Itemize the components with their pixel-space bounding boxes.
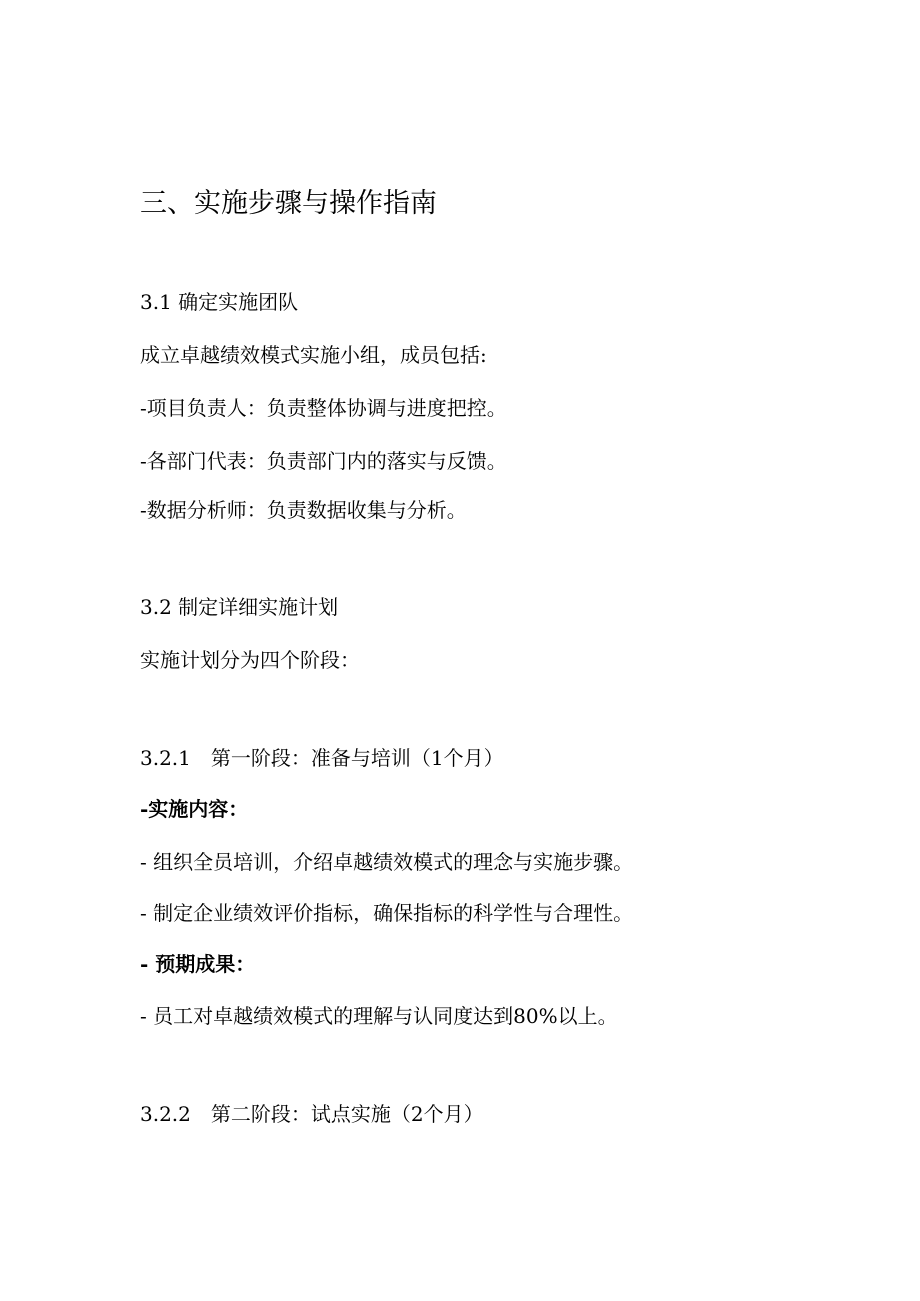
phase-1-content-item: - 组织全员培训，介绍卓越绩效模式的理念与实施步骤。 <box>140 850 634 874</box>
phase-2-heading: 3.2.2 第二阶段：试点实施（2个月） <box>140 1102 484 1126</box>
section-3-1-intro: 成立卓越绩效模式实施小组，成员包括: <box>140 343 487 367</box>
section-3-1-heading: 3.1 确定实施团队 <box>140 290 299 314</box>
phase-1-content-item: - 制定企业绩效评价指标，确保指标的科学性与合理性。 <box>140 901 634 925</box>
phase-1-outcome-label: - 预期成果： <box>140 952 256 976</box>
member-item-data-analyst: -数据分析师：负责数据收集与分析。 <box>140 498 467 522</box>
phase-1-heading: 3.2.1 第一阶段：准备与培训（1个月） <box>140 746 504 770</box>
member-item-department-rep: -各部门代表：负责部门内的落实与反馈。 <box>140 449 507 473</box>
member-item-project-lead: -项目负责人：负责整体协调与进度把控。 <box>140 396 507 420</box>
phase-1-content-label: -实施内容： <box>140 797 249 821</box>
chapter-title: 三、实施步骤与操作指南 <box>140 188 437 219</box>
section-3-2-intro: 实施计划分为四个阶段： <box>140 648 360 672</box>
section-3-2-heading: 3.2 制定详细实施计划 <box>140 595 339 619</box>
phase-1-outcome-item: - 员工对卓越绩效模式的理解与认同度达到80%以上。 <box>140 1004 618 1028</box>
